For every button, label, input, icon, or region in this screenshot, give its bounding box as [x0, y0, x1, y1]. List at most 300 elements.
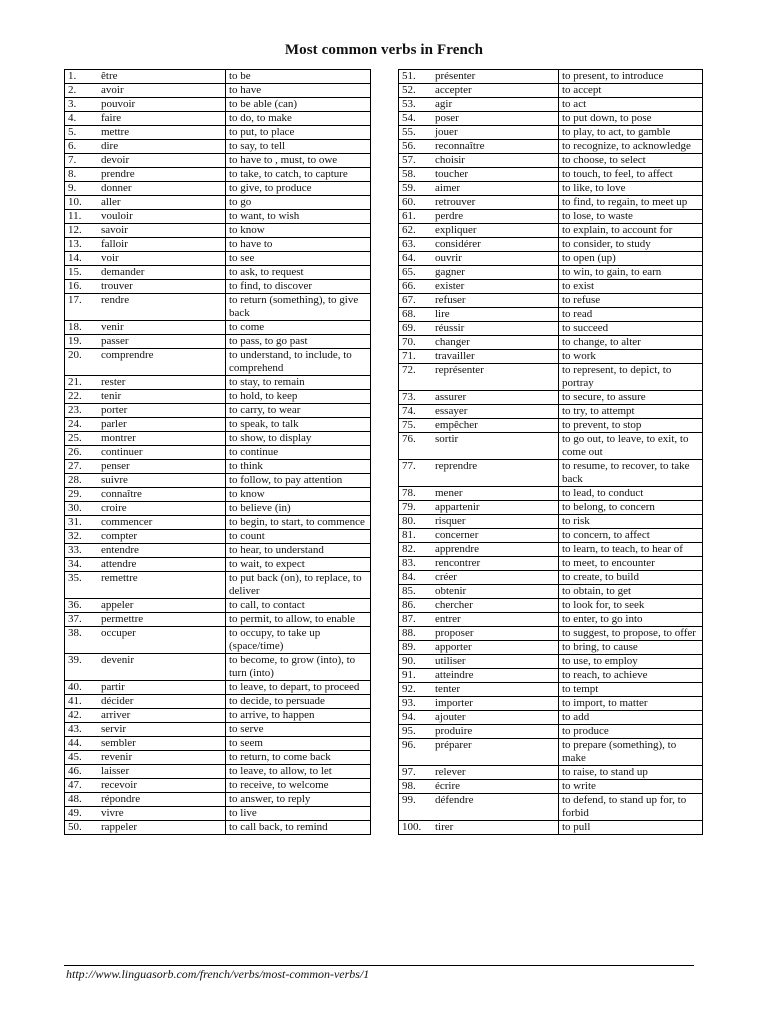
english-translation: to meet, to encounter [559, 557, 703, 571]
verb-number: 83. [402, 557, 416, 569]
verb-cell [65, 558, 226, 572]
french-verb: poser [435, 112, 459, 124]
verb-number: 29. [68, 488, 82, 500]
english-translation: to continue [226, 446, 371, 460]
french-verb: atteindre [435, 669, 474, 681]
english-translation: to permit, to allow, to enable [226, 613, 371, 627]
verb-number: 65. [402, 266, 416, 278]
verb-number: 97. [402, 766, 416, 778]
verb-cell [65, 432, 226, 446]
verb-number: 20. [68, 349, 82, 361]
french-verb: vivre [101, 807, 124, 819]
verb-cell [399, 557, 559, 571]
verb-cell [399, 294, 559, 308]
english-translation: to pass, to go past [226, 335, 371, 349]
verb-row [399, 196, 703, 210]
verb-cell [65, 321, 226, 335]
french-verb: rester [101, 376, 126, 388]
verb-number: 61. [402, 210, 416, 222]
verb-row [399, 182, 703, 196]
verb-number: 94. [402, 711, 416, 723]
verb-cell [399, 487, 559, 501]
french-verb: exister [435, 280, 465, 292]
french-verb: rappeler [101, 821, 138, 833]
french-verb: empêcher [435, 419, 478, 431]
verb-cell [65, 224, 226, 238]
english-translation: to represent, to depict, to portray [559, 364, 703, 391]
verb-row [399, 487, 703, 501]
verb-row [399, 70, 703, 84]
english-translation: to begin, to start, to commence [226, 516, 371, 530]
verb-row [65, 321, 371, 335]
french-verb: attendre [101, 558, 137, 570]
verb-number: 41. [68, 695, 82, 707]
french-verb: vouloir [101, 210, 133, 222]
verb-cell [399, 112, 559, 126]
verb-cell [399, 725, 559, 739]
french-verb: obtenir [435, 585, 467, 597]
verb-cell [399, 821, 559, 835]
verb-row [65, 112, 371, 126]
french-verb: laisser [101, 765, 130, 777]
english-translation: to come [226, 321, 371, 335]
english-translation: to serve [226, 723, 371, 737]
verb-row [399, 405, 703, 419]
french-verb: montrer [101, 432, 136, 444]
verb-number: 7. [68, 154, 77, 166]
verb-number: 76. [402, 433, 416, 445]
french-verb: permettre [101, 613, 144, 625]
verb-cell [399, 613, 559, 627]
verb-row [399, 501, 703, 515]
verb-number: 100. [402, 821, 422, 833]
verb-row [399, 739, 703, 766]
french-verb: considérer [435, 238, 481, 250]
verb-number: 81. [402, 529, 416, 541]
english-translation: to explain, to account for [559, 224, 703, 238]
verb-row [65, 432, 371, 446]
verb-number: 89. [402, 641, 416, 653]
verb-number: 25. [68, 432, 82, 444]
english-translation: to answer, to reply [226, 793, 371, 807]
verb-cell [399, 739, 559, 766]
verb-cell [65, 695, 226, 709]
english-translation: to touch, to feel, to affect [559, 168, 703, 182]
french-verb: trouver [101, 280, 133, 292]
english-translation: to look for, to seek [559, 599, 703, 613]
french-verb: présenter [435, 70, 476, 82]
verb-row [65, 821, 371, 835]
verb-number: 39. [68, 654, 82, 666]
verb-number: 91. [402, 669, 416, 681]
verb-row [65, 224, 371, 238]
verb-cell [65, 84, 226, 98]
verb-number: 34. [68, 558, 82, 570]
english-translation: to consider, to study [559, 238, 703, 252]
verb-number: 88. [402, 627, 416, 639]
verb-row [399, 266, 703, 280]
english-translation: to use, to employ [559, 655, 703, 669]
verb-number: 70. [402, 336, 416, 348]
verb-cell [399, 460, 559, 487]
english-translation: to enter, to go into [559, 613, 703, 627]
english-translation: to present, to introduce [559, 70, 703, 84]
english-translation: to seem [226, 737, 371, 751]
verb-cell [399, 350, 559, 364]
french-verb: lire [435, 308, 450, 320]
verb-cell [399, 336, 559, 350]
verb-number: 5. [68, 126, 77, 138]
verb-cell [399, 224, 559, 238]
verb-number: 50. [68, 821, 82, 833]
french-verb: sembler [101, 737, 136, 749]
verb-row [65, 737, 371, 751]
english-translation: to succeed [559, 322, 703, 336]
verb-cell [399, 711, 559, 725]
english-translation: to put back (on), to replace, to deliver [226, 572, 371, 599]
english-translation: to call, to contact [226, 599, 371, 613]
verb-row [65, 390, 371, 404]
verb-cell [65, 446, 226, 460]
french-verb: utiliser [435, 655, 466, 667]
verb-row [399, 140, 703, 154]
verb-row [399, 168, 703, 182]
english-translation: to act [559, 98, 703, 112]
french-verb: refuser [435, 294, 466, 306]
verb-row [399, 433, 703, 460]
english-translation: to be able (can) [226, 98, 371, 112]
verb-cell [399, 182, 559, 196]
english-translation: to become, to grow (into), to turn (into) [226, 654, 371, 681]
english-translation: to like, to love [559, 182, 703, 196]
english-translation: to raise, to stand up [559, 766, 703, 780]
verb-row [65, 70, 371, 84]
verb-cell [65, 404, 226, 418]
french-verb: écrire [435, 780, 461, 792]
verb-cell [399, 515, 559, 529]
french-verb: savoir [101, 224, 128, 236]
verb-number: 99. [402, 794, 416, 806]
verb-cell [399, 419, 559, 433]
verb-row [399, 322, 703, 336]
french-verb: reconnaître [435, 140, 485, 152]
verb-cell [399, 84, 559, 98]
verb-row [399, 84, 703, 98]
verb-cell [65, 335, 226, 349]
verb-row [65, 84, 371, 98]
french-verb: accepter [435, 84, 472, 96]
english-translation: to prepare (something), to make [559, 739, 703, 766]
french-verb: reprendre [435, 460, 478, 472]
french-verb: assurer [435, 391, 467, 403]
verb-row [65, 516, 371, 530]
english-translation: to tempt [559, 683, 703, 697]
verb-number: 59. [402, 182, 416, 194]
verb-number: 37. [68, 613, 82, 625]
verb-cell [399, 98, 559, 112]
french-verb: connaître [101, 488, 142, 500]
verb-number: 42. [68, 709, 82, 721]
french-verb: compter [101, 530, 138, 542]
english-translation: to find, to discover [226, 280, 371, 294]
english-translation: to try, to attempt [559, 405, 703, 419]
english-translation: to produce [559, 725, 703, 739]
french-verb: apporter [435, 641, 472, 653]
french-verb: aller [101, 196, 121, 208]
french-verb: concerner [435, 529, 479, 541]
french-verb: sortir [435, 433, 459, 445]
english-translation: to go out, to leave, to exit, to come out [559, 433, 703, 460]
verb-row [399, 515, 703, 529]
verb-number: 12. [68, 224, 82, 236]
english-translation: to write [559, 780, 703, 794]
english-translation: to recognize, to acknowledge [559, 140, 703, 154]
verb-cell [65, 154, 226, 168]
french-verb: donner [101, 182, 132, 194]
verb-row [399, 697, 703, 711]
english-translation: to say, to tell [226, 140, 371, 154]
verb-row [65, 280, 371, 294]
french-verb: risquer [435, 515, 466, 527]
french-verb: rendre [101, 294, 130, 306]
verb-cell [399, 627, 559, 641]
verb-number: 33. [68, 544, 82, 556]
english-translation: to add [559, 711, 703, 725]
english-translation: to resume, to recover, to take back [559, 460, 703, 487]
verb-cell [65, 252, 226, 266]
english-translation: to leave, to depart, to proceed [226, 681, 371, 695]
verb-number: 18. [68, 321, 82, 333]
verb-number: 45. [68, 751, 82, 763]
verb-number: 16. [68, 280, 82, 292]
verb-number: 23. [68, 404, 82, 416]
french-verb: chercher [435, 599, 473, 611]
verb-row [65, 376, 371, 390]
french-verb: penser [101, 460, 130, 472]
verb-row [399, 460, 703, 487]
verb-row [65, 182, 371, 196]
verb-row [399, 210, 703, 224]
verb-number: 84. [402, 571, 416, 583]
verb-number: 26. [68, 446, 82, 458]
verb-row [65, 613, 371, 627]
english-translation: to leave, to allow, to let [226, 765, 371, 779]
verb-number: 98. [402, 780, 416, 792]
verb-row [399, 780, 703, 794]
french-verb: appeler [101, 599, 134, 611]
verb-row [399, 529, 703, 543]
verb-number: 46. [68, 765, 82, 777]
verb-row [65, 807, 371, 821]
english-translation: to take, to catch, to capture [226, 168, 371, 182]
verb-row [399, 599, 703, 613]
verb-row [399, 725, 703, 739]
english-translation: to count [226, 530, 371, 544]
verb-cell [399, 154, 559, 168]
verbs-table-right [398, 69, 703, 835]
verb-cell [65, 723, 226, 737]
verb-row [65, 460, 371, 474]
english-translation: to work [559, 350, 703, 364]
verb-row [399, 391, 703, 405]
footer-source-url: http://www.linguasorb.com/french/verbs/most-common-verbs/1 [66, 967, 370, 981]
verb-cell [399, 126, 559, 140]
english-translation: to refuse [559, 294, 703, 308]
verb-number: 60. [402, 196, 416, 208]
verb-number: 64. [402, 252, 416, 264]
verb-row [65, 446, 371, 460]
verb-row [399, 224, 703, 238]
verb-cell [65, 210, 226, 224]
english-translation: to play, to act, to gamble [559, 126, 703, 140]
french-verb: jouer [435, 126, 458, 138]
verb-row [65, 681, 371, 695]
verb-cell [65, 112, 226, 126]
verb-cell [399, 238, 559, 252]
verb-number: 87. [402, 613, 416, 625]
verb-cell [65, 349, 226, 376]
english-translation: to want, to wish [226, 210, 371, 224]
verb-cell [65, 238, 226, 252]
verb-cell [399, 697, 559, 711]
french-verb: recevoir [101, 779, 138, 791]
english-translation: to pull [559, 821, 703, 835]
verb-cell [65, 751, 226, 765]
verb-number: 55. [402, 126, 416, 138]
verb-number: 11. [68, 210, 82, 222]
english-translation: to return (something), to give back [226, 294, 371, 321]
verb-number: 82. [402, 543, 416, 555]
verb-cell [65, 140, 226, 154]
english-translation: to reach, to achieve [559, 669, 703, 683]
verb-cell [399, 433, 559, 460]
french-verb: appartenir [435, 501, 480, 513]
french-verb: parler [101, 418, 127, 430]
verb-cell [399, 210, 559, 224]
french-verb: comprendre [101, 349, 154, 361]
verb-row [399, 655, 703, 669]
verb-cell [399, 529, 559, 543]
english-translation: to choose, to select [559, 154, 703, 168]
page-title: Most common verbs in French [284, 42, 484, 58]
verb-number: 77. [402, 460, 416, 472]
english-translation: to occupy, to take up (space/time) [226, 627, 371, 654]
verb-cell [65, 280, 226, 294]
english-translation: to hold, to keep [226, 390, 371, 404]
verb-row [399, 294, 703, 308]
verb-row [65, 488, 371, 502]
verb-row [65, 558, 371, 572]
verb-cell [65, 196, 226, 210]
french-verb: importer [435, 697, 473, 709]
verb-cell [65, 390, 226, 404]
english-translation: to open (up) [559, 252, 703, 266]
english-translation: to exist [559, 280, 703, 294]
french-verb: avoir [101, 84, 124, 96]
verb-cell [65, 516, 226, 530]
english-translation: to defend, to stand up for, to forbid [559, 794, 703, 821]
verb-row [65, 544, 371, 558]
verb-row [65, 335, 371, 349]
english-translation: to lose, to waste [559, 210, 703, 224]
verb-number: 63. [402, 238, 416, 250]
english-translation: to know [226, 224, 371, 238]
verb-number: 93. [402, 697, 416, 709]
verb-number: 58. [402, 168, 416, 180]
verb-cell [399, 252, 559, 266]
verbs-table-left [64, 69, 371, 835]
french-verb: partir [101, 681, 125, 693]
verb-cell [399, 794, 559, 821]
french-verb: représenter [435, 364, 484, 376]
verb-row [399, 308, 703, 322]
english-translation: to bring, to cause [559, 641, 703, 655]
verb-number: 49. [68, 807, 82, 819]
verb-row [65, 266, 371, 280]
verb-row [399, 126, 703, 140]
english-translation: to win, to gain, to earn [559, 266, 703, 280]
verb-number: 69. [402, 322, 416, 334]
verb-cell [65, 460, 226, 474]
verb-row [65, 765, 371, 779]
verb-row [399, 669, 703, 683]
verb-row [399, 766, 703, 780]
english-translation: to change, to alter [559, 336, 703, 350]
verb-number: 79. [402, 501, 416, 513]
verb-cell [65, 599, 226, 613]
french-verb: suivre [101, 474, 128, 486]
verb-number: 96. [402, 739, 416, 751]
verb-cell [65, 530, 226, 544]
english-translation: to import, to matter [559, 697, 703, 711]
verb-cell [399, 599, 559, 613]
verb-cell [65, 502, 226, 516]
verb-number: 53. [402, 98, 416, 110]
verb-row [65, 599, 371, 613]
french-verb: proposer [435, 627, 474, 639]
verb-row [65, 502, 371, 516]
english-translation: to put down, to pose [559, 112, 703, 126]
verb-row [399, 543, 703, 557]
french-verb: arriver [101, 709, 131, 721]
french-verb: travailler [435, 350, 475, 362]
verb-row [65, 695, 371, 709]
french-verb: répondre [101, 793, 141, 805]
french-verb: entrer [435, 613, 461, 625]
verb-row [65, 404, 371, 418]
verb-row [399, 613, 703, 627]
english-translation: to read [559, 308, 703, 322]
french-verb: tenter [435, 683, 461, 695]
english-translation: to know [226, 488, 371, 502]
verb-row [65, 751, 371, 765]
french-verb: tirer [435, 821, 454, 833]
english-translation: to risk [559, 515, 703, 529]
verb-number: 10. [68, 196, 82, 208]
english-translation: to belong, to concern [559, 501, 703, 515]
verb-number: 67. [402, 294, 416, 306]
english-translation: to receive, to welcome [226, 779, 371, 793]
verb-cell [65, 779, 226, 793]
english-translation: to create, to build [559, 571, 703, 585]
verb-cell [65, 737, 226, 751]
french-verb: faire [101, 112, 122, 124]
verb-number: 1. [68, 70, 77, 82]
verb-row [65, 709, 371, 723]
english-translation: to secure, to assure [559, 391, 703, 405]
french-verb: entendre [101, 544, 139, 556]
verb-cell [399, 683, 559, 697]
